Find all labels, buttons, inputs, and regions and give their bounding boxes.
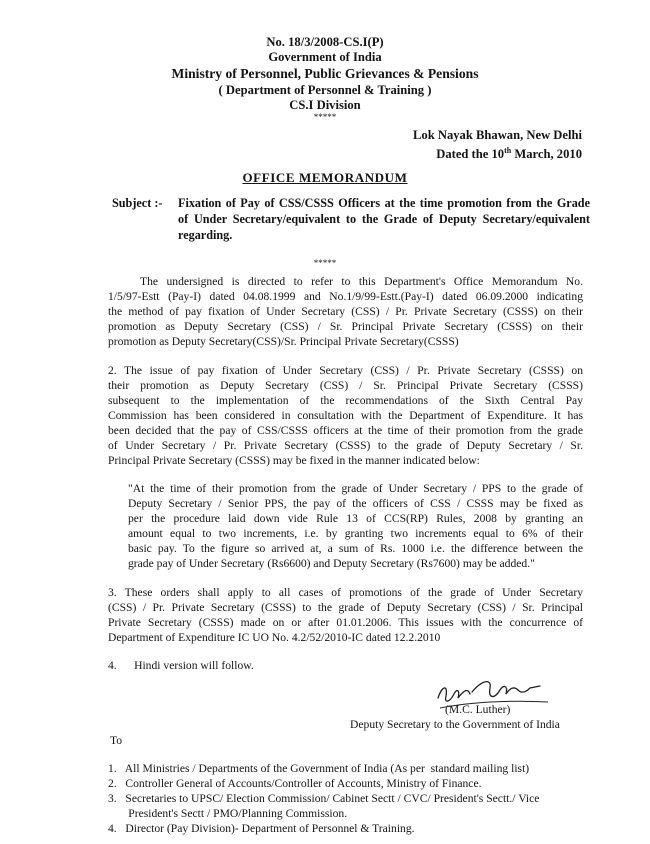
header-stars: ***** (313, 112, 337, 122)
para2-line-1: 2. The issue of pay fixation of Under Secretary (CSS) / Pr. Private Secretary (CSSS) on (108, 364, 583, 377)
para2-line-5: been decided that the pay of CSS/CSSS officers at the time of their promotion from the grade (108, 424, 583, 437)
para1-line-4: promotion as Deputy Secretary (CSS) / Sr. Principal Private Secretary (CSSS) on their (108, 320, 583, 333)
para2-line-6: of Under Secretary / Pr. Private Secretary (CSSS) to the grade of Deputy Secretary / Sr. (108, 439, 583, 452)
addressee-2: 2. Controller General of Accounts/Controller of Accounts, Ministry of Finance. (108, 777, 482, 790)
addressee-3: 3. Secretaries to UPSC/ Election Commission/ Cabinet Sectt / CVC/ President's Sectt./ Vice (108, 792, 540, 805)
para4: 4. Hindi version will follow. (108, 659, 254, 672)
para1-line-3: the method of pay fixation of Under Secretary (CSS) / Pr. Private Secretary (CSSS) on their (108, 305, 583, 318)
subject-line-3: regarding. (178, 228, 233, 242)
department-line: ( Department of Personnel & Training ) (218, 83, 432, 97)
separator-stars: ***** (313, 258, 337, 268)
para3-line-2: (CSS) / Pr. Private Secretary (CSSS) to the grade of Deputy Secretary (CSS) / Sr. Principal (108, 601, 583, 614)
para3-line-3: Private Secretary (CSSS) made on or after 01.01.2006. This issues with the concurrence of (108, 616, 583, 629)
quote-line-3: per the procedure laid down vide Rule 13 of CCS(RP) Rules, 2008 by granting an (128, 512, 583, 525)
para3-line-4: Department of Expenditure IC UO No. 4.2/52/2010-IC dated 12.2.2010 (108, 631, 441, 644)
quote-line-5: basic pay. To the figure so arrived at, a sum of Rs. 1000 i.e. the difference between the (128, 542, 583, 555)
date-line (436, 143, 582, 162)
quote-line-4: amount equal to two increments, i.e. by granting two increments equal to 6% of their (128, 527, 583, 540)
signatory-name: (M.C. Luther) (445, 703, 511, 716)
addressee-4: 4. Director (Pay Division)- Department of Personnel & Training. (108, 822, 415, 835)
addressee-1: 1. All Ministries / Departments of the Government of India (As per standard mailing list) (108, 762, 530, 775)
ministry-line: Ministry of Personnel, Public Grievances & Pensions (171, 66, 479, 81)
para1-line-2: 1/5/97-Estt (Pay-I) dated 04.08.1999 and No.1/9/99-Estt.(Pay-I) dated 06.09.2000 indicating (108, 290, 583, 303)
to-label: To (110, 734, 123, 747)
addressee-3-cont: President's Sectt / PMO/Planning Commission. (108, 807, 348, 820)
subject-line-1: Fixation of Pay of CSS/CSSS Officers at the time promotion from the Grade (178, 196, 590, 210)
subject-label: Subject :- (112, 196, 163, 210)
para2-line-3: subsequent to the implementation of the recommendations of the Sixth Central Pay (108, 394, 583, 407)
quote-line-2: Deputy Secretary / Senior PPS, the pay of the officers of CSS / CSSS may be fixed as (128, 497, 583, 510)
date-sup: th (504, 146, 512, 155)
para2-line-4: Commission has been considered in consultation with the Department of Expenditure. It has (108, 409, 583, 422)
division-line: CS.I Division (289, 98, 361, 112)
para1-line-5: promotion as Deputy Secretary(CSS)/Sr. Principal Private Secretary(CSSS) (108, 335, 459, 348)
date-suffix: March, 2010 (511, 147, 582, 162)
place: Lok Nayak Bhawan, New Delhi (413, 128, 582, 142)
quote-line-6: grade pay of Under Secretary (Rs6600) and Deputy Secretary (Rs7600) may be added." (128, 557, 535, 570)
signatory-designation: Deputy Secretary to the Government of India (350, 718, 560, 731)
para1-line-1: The undersigned is directed to refer to this Department's Office Memorandum No. (140, 275, 583, 288)
government-line: Government of India (268, 50, 382, 64)
subject-line-2: of Under Secretary/equivalent to the Grade of Deputy Secretary/equivalent (178, 212, 590, 226)
date-prefix: Dated the 10 (436, 147, 505, 162)
para2-line-7: Principal Private Secretary (CSSS) may be fixed in the manner indicated below: (108, 454, 480, 467)
file-number: No. 18/3/2008-CS.I(P) (266, 35, 384, 49)
memo-title: OFFICE MEMORANDUM (242, 170, 408, 185)
para3-line-1: 3. These orders shall apply to all cases of promotions of the grade of Under Secretary (108, 586, 583, 599)
quote-line-1: "At the time of their promotion from the grade of Under Secretary / PPS to the grade of (128, 482, 583, 495)
para2-line-2: their promotion as Deputy Secretary (CSS) / Sr. Principal Private Secretary (CSSS) (108, 379, 583, 392)
